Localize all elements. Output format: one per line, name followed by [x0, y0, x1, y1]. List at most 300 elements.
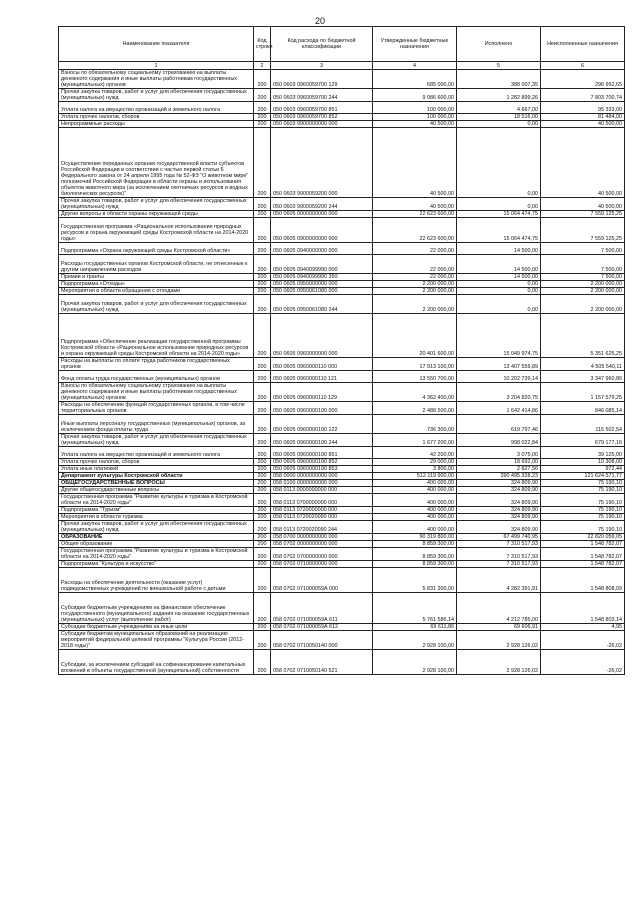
row-code-cell: 200 — [254, 198, 271, 211]
header-unexecuted: Неисполненные назначения — [541, 27, 625, 62]
row-executed-cell: 998 022,84 — [457, 434, 541, 447]
row-code-cell: 200 — [254, 548, 271, 561]
table-row — [59, 568, 625, 593]
row-approved-cell: 8 859 300,00 — [373, 541, 457, 548]
row-code-cell: 200 — [254, 89, 271, 102]
table-row — [59, 459, 625, 466]
row-code-cell: 200 — [254, 568, 271, 593]
table-row — [59, 548, 625, 561]
row-kbk-cell: 058 0113 0720000000 000 — [271, 507, 373, 514]
row-kbk-cell: 058 0700 0000000000 000 — [271, 534, 373, 541]
table-body — [59, 70, 625, 675]
row-code-cell: 200 — [254, 358, 271, 371]
row-kbk-cell: 050 0605 0940099990 000 — [271, 255, 373, 274]
row-approved-cell: 2 928 100,00 — [373, 650, 457, 675]
row-approved-cell: 40 500,00 — [373, 121, 457, 128]
row-executed-cell: 324 809,90 — [457, 507, 541, 514]
row-unexecuted-cell: 5 351 625,25 — [541, 314, 625, 358]
row-executed-cell: 7 310 517,93 — [457, 561, 541, 568]
table-row — [59, 198, 625, 211]
row-approved-cell: 400 000,00 — [373, 494, 457, 507]
row-unexecuted-cell: 1 157 579,25 — [541, 383, 625, 402]
column-number-row — [59, 62, 625, 70]
row-name-cell: Прочая закупка товаров, работ и услуг для обеспечения государственных (муниципальных) нужд — [59, 295, 254, 314]
row-code-cell: 200 — [254, 402, 271, 415]
row-kbk-cell: 050 0603 9900059200 000 — [271, 128, 373, 198]
row-kbk-cell: 050 0605 0960000000 000 — [271, 314, 373, 358]
row-code-cell: 200 — [254, 274, 271, 281]
row-unexecuted-cell: 2 200 000,00 — [541, 295, 625, 314]
table-row — [59, 466, 625, 473]
row-kbk-cell: 058 0113 0720020090 244 — [271, 521, 373, 534]
table-row — [59, 507, 625, 514]
row-unexecuted-cell: 75 190,10 — [541, 507, 625, 514]
table-row — [59, 255, 625, 274]
row-approved-cell: 2 928 100,00 — [373, 631, 457, 650]
row-executed-cell: 0,00 — [457, 121, 541, 128]
row-code-cell: 200 — [254, 243, 271, 255]
row-code-cell: 200 — [254, 102, 271, 114]
table-row — [59, 114, 625, 121]
row-code-cell: 200 — [254, 295, 271, 314]
row-executed-cell: 324 809,90 — [457, 514, 541, 521]
row-code-cell: 200 — [254, 114, 271, 121]
row-unexecuted-cell: 296 992,65 — [541, 70, 625, 89]
row-executed-cell: 2 928 126,02 — [457, 650, 541, 675]
table-row — [59, 487, 625, 494]
row-name-cell: Государственная программа «Рациональное использование природных ресурсов и охрана окружающей среды Костромской области на 2014-2020 годы» — [59, 218, 254, 243]
row-code-cell: 200 — [254, 70, 271, 89]
row-name-cell: Иные выплаты персоналу государственных (муниципальных) органов, за исключением фонда оплаты труда — [59, 415, 254, 434]
row-code-cell: 200 — [254, 447, 271, 459]
row-code-cell: 200 — [254, 211, 271, 218]
table-row — [59, 415, 625, 434]
row-name-cell: Расходы на обеспечение деятельности (оказание услуг) подведомственных учреждений по внешкольной работе с детьми — [59, 568, 254, 593]
row-name-cell: Субсидии, за исключением субсидий на софинансирование капитальных вложений в объекты государственной (муниципальной) собственности — [59, 650, 254, 675]
row-name-cell: Прочая закупка товаров, работ и услуг для обеспечения государственных (муниципальных) нужд — [59, 198, 254, 211]
row-name-cell: Подпрограмма "Туризм" — [59, 507, 254, 514]
row-code-cell: 200 — [254, 434, 271, 447]
row-unexecuted-cell: 40 500,00 — [541, 198, 625, 211]
row-executed-cell: 7 310 517,93 — [457, 548, 541, 561]
row-code-cell: 200 — [254, 415, 271, 434]
row-approved-cell: 29 000,00 — [373, 459, 457, 466]
row-code-cell: 200 — [254, 514, 271, 521]
header-approved: Утвержденные бюджетные назначения — [373, 27, 457, 62]
row-approved-cell: 22 000,00 — [373, 274, 457, 281]
row-executed-cell: 0,00 — [457, 288, 541, 295]
row-kbk-cell: 050 0605 0960000190 853 — [271, 466, 373, 473]
row-executed-cell: 324 809,90 — [457, 494, 541, 507]
row-kbk-cell: 058 0702 0000000000 000 — [271, 541, 373, 548]
row-unexecuted-cell: 75 190,10 — [541, 487, 625, 494]
row-name-cell: Другие вопросы в области охраны окружающей среды — [59, 211, 254, 218]
row-approved-cell: 400 000,00 — [373, 480, 457, 487]
row-approved-cell: 2 488 500,00 — [373, 402, 457, 415]
row-code-cell: 200 — [254, 473, 271, 480]
row-unexecuted-cell: 7 559 125,25 — [541, 211, 625, 218]
row-kbk-cell: 050 0603 9900000000 000 — [271, 121, 373, 128]
row-approved-cell: 20 401 600,00 — [373, 314, 457, 358]
table-row — [59, 650, 625, 675]
row-name-cell: Уплата иных платежей — [59, 466, 254, 473]
table-row — [59, 89, 625, 102]
row-approved-cell: 22 623 600,00 — [373, 218, 457, 243]
row-kbk-cell: 050 0605 0950000000 000 — [271, 281, 373, 288]
row-kbk-cell: 050 0605 0000000000 000 — [271, 211, 373, 218]
column-number: 5 — [457, 62, 541, 70]
row-unexecuted-cell: 1 548 782,07 — [541, 561, 625, 568]
row-name-cell: Подпрограмма «Отходы» — [59, 281, 254, 288]
row-kbk-cell: 050 0605 0960000190 000 — [271, 402, 373, 415]
row-executed-cell: 0,00 — [457, 198, 541, 211]
row-approved-cell: 40 500,00 — [373, 128, 457, 198]
row-unexecuted-cell: 1 548 782,07 — [541, 548, 625, 561]
header-kbk: Код расхода по бюджетной классификации — [271, 27, 373, 62]
table-row — [59, 473, 625, 480]
table-row — [59, 514, 625, 521]
row-name-cell: Субсидии бюджетным учреждениям на финансовое обеспечение государственного (муниципального) задания на оказание государственных (муниципальных) услуг (выполнение работ) — [59, 593, 254, 624]
row-code-cell: 200 — [254, 541, 271, 548]
row-name-cell: Департамент культуры Костромской области — [59, 473, 254, 480]
row-approved-cell: 2 200 000,00 — [373, 295, 457, 314]
row-kbk-cell: 050 0605 0950061080 244 — [271, 295, 373, 314]
row-executed-cell: 67 499 740,95 — [457, 534, 541, 541]
row-name-cell: Другие общегосударственные вопросы — [59, 487, 254, 494]
row-kbk-cell: 058 0000 0000000000 000 — [271, 473, 373, 480]
row-executed-cell: 14 500,00 — [457, 243, 541, 255]
table-row — [59, 593, 625, 624]
row-kbk-cell: 050 0605 0940000000 000 — [271, 243, 373, 255]
column-number: 2 — [254, 62, 271, 70]
row-code-cell: 200 — [254, 631, 271, 650]
row-kbk-cell: 050 0605 0960000190 122 — [271, 415, 373, 434]
row-kbk-cell: 058 0702 071000059А 612 — [271, 624, 373, 631]
row-unexecuted-cell: 1 548 803,14 — [541, 593, 625, 624]
row-unexecuted-cell: 7 559 125,25 — [541, 218, 625, 243]
row-name-cell: Субсидии бюджетным учреждениям на иные цели — [59, 624, 254, 631]
table-row — [59, 288, 625, 295]
row-unexecuted-cell: 4 505 540,11 — [541, 358, 625, 371]
row-unexecuted-cell: 75 190,10 — [541, 494, 625, 507]
row-executed-cell: 18 516,00 — [457, 114, 541, 121]
row-approved-cell: 3 800,00 — [373, 466, 457, 473]
header-executed: Исполнено — [457, 27, 541, 62]
table-row — [59, 480, 625, 487]
table-row — [59, 371, 625, 383]
row-unexecuted-cell: 22 820 059,05 — [541, 534, 625, 541]
row-unexecuted-cell: 7 803 700,74 — [541, 89, 625, 102]
header-code: Код строки — [254, 27, 271, 62]
row-approved-cell: 512 119 900,00 — [373, 473, 457, 480]
row-name-cell: Премии и гранты — [59, 274, 254, 281]
table-row — [59, 494, 625, 507]
row-executed-cell: 0,00 — [457, 128, 541, 198]
row-executed-cell: 69 606,91 — [457, 624, 541, 631]
column-number: 4 — [373, 62, 457, 70]
row-approved-cell: 22 000,00 — [373, 255, 457, 274]
row-unexecuted-cell: 116 502,54 — [541, 415, 625, 434]
row-code-cell: 200 — [254, 494, 271, 507]
table-row — [59, 128, 625, 198]
row-name-cell: ОБРАЗОВАНИЕ — [59, 534, 254, 541]
budget-execution-table — [58, 26, 625, 675]
table-row — [59, 631, 625, 650]
row-approved-cell: 400 000,00 — [373, 521, 457, 534]
row-unexecuted-cell: 7 500,00 — [541, 274, 625, 281]
row-name-cell: Уплата налога на имущество организаций и земельного налога — [59, 102, 254, 114]
row-name-cell: Расходы на выплаты по оплате труда работников государственных органов — [59, 358, 254, 371]
row-code-cell: 200 — [254, 561, 271, 568]
table-row — [59, 383, 625, 402]
row-name-cell: Государственная программа "Развитие культуры и туризма в Костромской области на 2014-2020 годы" — [59, 494, 254, 507]
row-approved-cell: 2 200 000,00 — [373, 281, 457, 288]
row-executed-cell: 4 667,00 — [457, 102, 541, 114]
row-name-cell: ОБЩЕГОСУДАРСТВЕННЫЕ ВОПРОСЫ — [59, 480, 254, 487]
row-executed-cell: 388 007,35 — [457, 70, 541, 89]
row-approved-cell: 100 000,00 — [373, 114, 457, 121]
row-name-cell: Уплата прочих налогов, сборов — [59, 114, 254, 121]
row-approved-cell: 1 677 200,00 — [373, 434, 457, 447]
table-row — [59, 534, 625, 541]
row-unexecuted-cell: 679 177,16 — [541, 434, 625, 447]
row-name-cell: Подпрограмма «Охрана окружающей среды Костромской области» — [59, 243, 254, 255]
row-unexecuted-cell: 40 500,00 — [541, 121, 625, 128]
row-executed-cell: 14 500,00 — [457, 274, 541, 281]
table-row — [59, 281, 625, 288]
row-approved-cell: 9 086 600,00 — [373, 89, 457, 102]
row-kbk-cell: 050 0603 0960059700 129 — [271, 70, 373, 89]
row-approved-cell: 8 859 300,00 — [373, 548, 457, 561]
row-unexecuted-cell: 846 085,14 — [541, 402, 625, 415]
row-unexecuted-cell: 972,44 — [541, 466, 625, 473]
row-approved-cell: 40 500,00 — [373, 198, 457, 211]
row-approved-cell: 400 000,00 — [373, 507, 457, 514]
row-unexecuted-cell: 121 624 571,77 — [541, 473, 625, 480]
row-unexecuted-cell: 75 190,10 — [541, 480, 625, 487]
row-approved-cell: 22 623 600,00 — [373, 211, 457, 218]
row-code-cell: 200 — [254, 255, 271, 274]
row-name-cell: Осуществление переданных органам государственной власти субъектов Российской Федерации в соответствии с частью первой статьи 6 Федерального закона от 24 апреля 1995 года № 52-ФЗ "О животном мире" полномочий Российской Федерации в области охраны и использования объектов животного мира (за исключением охотничьих ресурсов и водных биологических ресурсов)" — [59, 128, 254, 198]
row-kbk-cell: 050 0605 0900000000 000 — [271, 218, 373, 243]
row-code-cell: 200 — [254, 459, 271, 466]
row-unexecuted-cell: -26,02 — [541, 650, 625, 675]
row-executed-cell: 0,00 — [457, 281, 541, 288]
row-unexecuted-cell: 10 308,00 — [541, 459, 625, 466]
row-code-cell: 200 — [254, 466, 271, 473]
column-number: 3 — [271, 62, 373, 70]
row-name-cell: Уплата налога на имущество организаций и земельного налога — [59, 447, 254, 459]
row-approved-cell: 400 000,00 — [373, 514, 457, 521]
column-number: 6 — [541, 62, 625, 70]
row-code-cell: 200 — [254, 383, 271, 402]
row-name-cell: Государственная программа "Развитие культуры и туризма в Костромской области на 2014-2020 годы" — [59, 548, 254, 561]
row-unexecuted-cell: 75 190,10 — [541, 521, 625, 534]
header-name: Наименование показателя — [59, 27, 254, 62]
row-code-cell: 200 — [254, 650, 271, 675]
row-executed-cell: 1 282 899,26 — [457, 89, 541, 102]
row-executed-cell: 15 064 474,75 — [457, 218, 541, 243]
row-executed-cell: 619 797,46 — [457, 415, 541, 434]
row-executed-cell: 4 282 391,91 — [457, 568, 541, 593]
row-unexecuted-cell: 4,95 — [541, 624, 625, 631]
row-approved-cell: 8 859 300,00 — [373, 561, 457, 568]
row-kbk-cell: 050 0605 0960000190 852 — [271, 459, 373, 466]
row-executed-cell: 18 692,00 — [457, 459, 541, 466]
table-row — [59, 274, 625, 281]
row-executed-cell: 1 642 414,86 — [457, 402, 541, 415]
row-name-cell: Общее образование — [59, 541, 254, 548]
row-name-cell: Прочая закупка товаров, работ и услуг для обеспечения государственных (муниципальных) нужд — [59, 521, 254, 534]
row-name-cell: Субсидии бюджетам муниципальных образований на реализацию мероприятий федеральной целевой программы "Культура России (2012-2018 годы)" — [59, 631, 254, 650]
row-executed-cell: 4 212 785,00 — [457, 593, 541, 624]
table-row — [59, 434, 625, 447]
table-row — [59, 211, 625, 218]
row-kbk-cell: 050 0605 0950061080 000 — [271, 288, 373, 295]
row-code-cell: 200 — [254, 128, 271, 198]
row-name-cell: Расходы государственных органов Костромской области, не отнесенные к другим направлениям расходов — [59, 255, 254, 274]
row-kbk-cell: 058 0113 0720020090 000 — [271, 514, 373, 521]
row-kbk-cell: 050 0603 0960059700 244 — [271, 89, 373, 102]
row-code-cell: 200 — [254, 534, 271, 541]
row-name-cell: Подпрограмма «Обеспечение реализации государственной программы Костромской области «Рациональное использование природных ресурсов и охрана окружающей среды Костромской области на 2014-2020 годы» — [59, 314, 254, 358]
row-executed-cell: 324 809,90 — [457, 487, 541, 494]
table-row — [59, 218, 625, 243]
row-unexecuted-cell: 1 548 782,07 — [541, 541, 625, 548]
row-unexecuted-cell: 2 200 000,00 — [541, 281, 625, 288]
row-kbk-cell: 058 0113 0000000000 000 — [271, 487, 373, 494]
row-name-cell: Расходы на обеспечение функций государственных органов, в том числе территориальных органов — [59, 402, 254, 415]
row-approved-cell: 100 000,00 — [373, 102, 457, 114]
row-kbk-cell: 050 0603 0960059700 851 — [271, 102, 373, 114]
row-code-cell: 200 — [254, 507, 271, 514]
row-code-cell: 200 — [254, 121, 271, 128]
row-name-cell: Прочая закупка товаров, работ и услуг для обеспечения государственных (муниципальных) нужд — [59, 89, 254, 102]
table-row — [59, 295, 625, 314]
row-kbk-cell: 058 0702 071000059А 611 — [271, 593, 373, 624]
row-executed-cell: 324 809,90 — [457, 480, 541, 487]
row-unexecuted-cell: 2 200 000,00 — [541, 288, 625, 295]
row-executed-cell: 0,00 — [457, 295, 541, 314]
row-approved-cell: 42 200,00 — [373, 447, 457, 459]
table-row — [59, 243, 625, 255]
row-unexecuted-cell: 81 484,00 — [541, 114, 625, 121]
row-approved-cell: 5 761 586,14 — [373, 593, 457, 624]
row-executed-cell: 15 049 974,75 — [457, 314, 541, 358]
row-unexecuted-cell: 7 500,00 — [541, 255, 625, 274]
table-row — [59, 102, 625, 114]
page-number: 20 — [314, 16, 325, 26]
table-row — [59, 561, 625, 568]
row-kbk-cell: 050 0603 0960059700 852 — [271, 114, 373, 121]
row-approved-cell: 69 611,86 — [373, 624, 457, 631]
table-row — [59, 314, 625, 358]
row-unexecuted-cell: 40 500,00 — [541, 128, 625, 198]
row-executed-cell: 13 407 559,89 — [457, 358, 541, 371]
row-code-cell: 200 — [254, 521, 271, 534]
row-unexecuted-cell: 3 347 960,86 — [541, 371, 625, 383]
table-row — [59, 447, 625, 459]
row-name-cell: Взносы по обязательному социальному страхованию на выплаты денежного содержания и иные выплаты работникам государственных (муниципальных) органов — [59, 383, 254, 402]
row-name-cell: Непрограммные расходы — [59, 121, 254, 128]
row-unexecuted-cell: -26,02 — [541, 631, 625, 650]
row-code-cell: 200 — [254, 281, 271, 288]
row-approved-cell: 685 000,00 — [373, 70, 457, 89]
row-kbk-cell: 058 0702 0710000000 000 — [271, 561, 373, 568]
row-kbk-cell: 058 0113 0700000000 000 — [271, 494, 373, 507]
row-name-cell: Мероприятия в области туризма — [59, 514, 254, 521]
table-row — [59, 70, 625, 89]
row-executed-cell: 10 202 739,14 — [457, 371, 541, 383]
row-unexecuted-cell: 1 548 808,09 — [541, 568, 625, 593]
row-unexecuted-cell: 95 333,00 — [541, 102, 625, 114]
row-executed-cell: 324 809,90 — [457, 521, 541, 534]
row-approved-cell: 4 362 400,00 — [373, 383, 457, 402]
row-approved-cell: 736 300,00 — [373, 415, 457, 434]
row-kbk-cell: 058 0702 0710050140 521 — [271, 650, 373, 675]
row-code-cell: 200 — [254, 624, 271, 631]
row-approved-cell: 22 000,00 — [373, 243, 457, 255]
row-code-cell: 200 — [254, 314, 271, 358]
row-approved-cell: 17 913 100,00 — [373, 358, 457, 371]
row-code-cell: 200 — [254, 288, 271, 295]
row-kbk-cell: 050 0605 0960000190 244 — [271, 434, 373, 447]
table-row — [59, 121, 625, 128]
row-approved-cell: 5 831 200,00 — [373, 568, 457, 593]
row-executed-cell: 2 827,56 — [457, 466, 541, 473]
row-executed-cell: 7 310 517,93 — [457, 541, 541, 548]
row-name-cell: Мероприятия в области обращения с отходами — [59, 288, 254, 295]
row-executed-cell: 390 495 328,23 — [457, 473, 541, 480]
table-row — [59, 521, 625, 534]
row-approved-cell: 90 319 800,00 — [373, 534, 457, 541]
table-row — [59, 624, 625, 631]
row-name-cell: Уплата прочих налогов, сборов — [59, 459, 254, 466]
row-kbk-cell: 050 0605 0940099990 350 — [271, 274, 373, 281]
row-kbk-cell: 050 0603 9900059200 244 — [271, 198, 373, 211]
row-code-cell: 200 — [254, 371, 271, 383]
table-header-row — [59, 27, 625, 62]
row-kbk-cell: 050 0605 0960000110 000 — [271, 358, 373, 371]
row-kbk-cell: 058 0100 0000000000 000 — [271, 480, 373, 487]
row-kbk-cell: 050 0605 0960000110 121 — [271, 371, 373, 383]
row-name-cell: Прочая закупка товаров, работ и услуг для обеспечения государственных (муниципальных) нужд — [59, 434, 254, 447]
row-kbk-cell: 058 0702 071000059А 000 — [271, 568, 373, 593]
table-row — [59, 541, 625, 548]
row-kbk-cell: 050 0605 0960000110 129 — [271, 383, 373, 402]
row-executed-cell: 14 500,00 — [457, 255, 541, 274]
table-row — [59, 402, 625, 415]
row-name-cell: Подпрограмма "Культура и искусство" — [59, 561, 254, 568]
row-kbk-cell: 050 0605 0960000190 851 — [271, 447, 373, 459]
table-row — [59, 358, 625, 371]
row-unexecuted-cell: 7 500,00 — [541, 243, 625, 255]
row-kbk-cell: 058 0702 0710050140 000 — [271, 631, 373, 650]
row-unexecuted-cell: 39 125,00 — [541, 447, 625, 459]
row-code-cell: 200 — [254, 593, 271, 624]
row-code-cell: 200 — [254, 487, 271, 494]
row-executed-cell: 3 204 820,75 — [457, 383, 541, 402]
row-kbk-cell: 058 0702 0700000000 000 — [271, 548, 373, 561]
row-approved-cell: 2 200 000,00 — [373, 288, 457, 295]
row-approved-cell: 400 000,00 — [373, 487, 457, 494]
row-name-cell: Взносы по обязательному социальному страхованию на выплаты денежного содержания и иные выплаты работникам государственных (муниципальных) органов — [59, 70, 254, 89]
column-number: 1 — [59, 62, 254, 70]
row-code-cell: 200 — [254, 218, 271, 243]
row-unexecuted-cell: 75 190,10 — [541, 514, 625, 521]
row-code-cell: 200 — [254, 480, 271, 487]
row-executed-cell: 2 928 126,02 — [457, 631, 541, 650]
